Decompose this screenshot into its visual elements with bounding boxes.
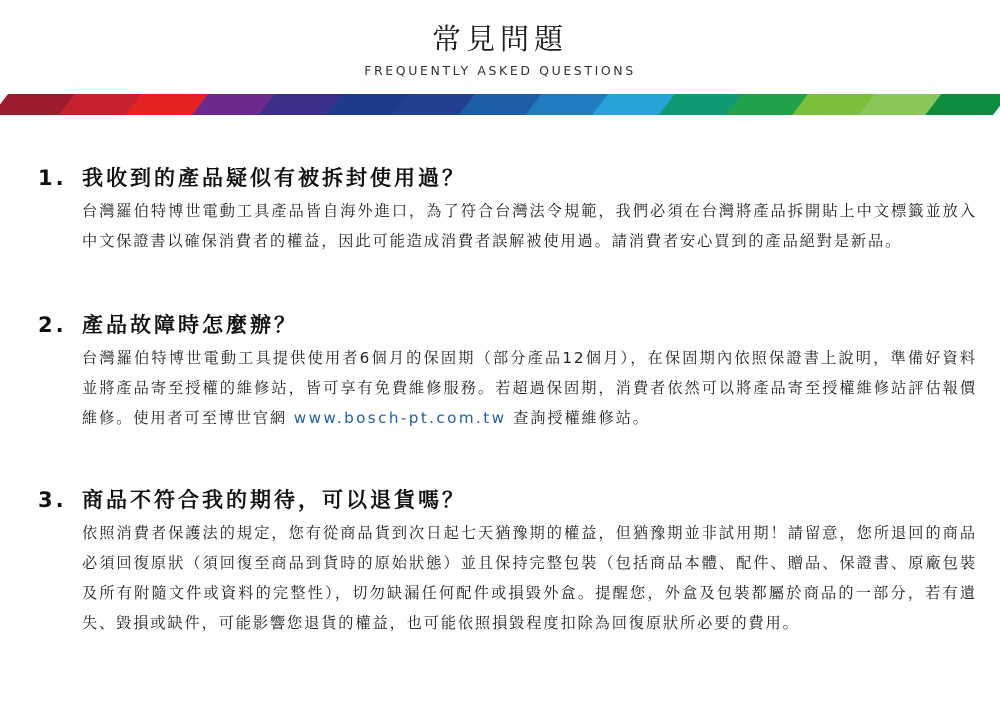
faq-question-2 [38,310,978,340]
faq-answer-2-text: 台灣羅伯特博世電動工具提供使用者6個月的保固期（部分產品12個月），在保固期內依照保證書上說明，準備好資料並將產品寄至授權的維修站，皆可享有免費維修服務。若超過保固期，消費者依然可以將產品寄至授權維修站評估報價維修。使用者可至博世官網 [82,349,977,427]
color-stripe-banner [0,94,1000,115]
faq-question-text-3: 商品不符合我的期待，可以退貨嗎？ [82,488,466,512]
faq-question-3 [38,485,978,515]
faq-number-3: 3. [38,488,67,512]
faq-item-1 [38,163,978,256]
page-header [0,0,1000,78]
page-title: 常見問題 [431,22,568,56]
faq-answer-3: 依照消費者保護法的規定，您有從商品貨到次日起七天猶豫期的權益，但猶豫期並非試用期！請留意，您所退回的商品必須回復原狀（須回復至商品到貨時的原始狀態）並且保持完整包裝（包括商品本體、配件、贈品、保證書、原廠包裝及所有附隨文件或資料的完整性），切勿缺漏任何配件或損毀外盒。提醒您，外盒及包裝都屬於商品的一部分，若有遺失、毀損或缺件，可能影響您退貨的權益，也可能依照損毀程度扣除為回復原狀所必要的費用。 [82,524,977,632]
faq-item-3 [38,485,978,638]
color-stripe-graphic [0,94,1000,115]
faq-item-2 [38,310,978,433]
faq-answer-2-text-end: 查詢授權維修站。 [506,409,650,427]
bosch-website-link[interactable]: www.bosch-pt.com.tw [293,409,507,427]
faq-answer-2 [82,343,977,433]
faq-question-1 [38,163,978,193]
faq-question-text-1: 我收到的產品疑似有被拆封使用過？ [82,166,466,190]
faq-number-2: 2. [38,313,67,337]
faq-question-text-2: 產品故障時怎麼辦？ [82,313,298,337]
page-subtitle: FREQUENTLY ASKED QUESTIONS [364,62,636,78]
faq-answer-1: 台灣羅伯特博世電動工具產品皆自海外進口，為了符合台灣法令規範，我們必須在台灣將產品拆開貼上中文標籤並放入中文保證書以確保消費者的權益，因此可能造成消費者誤解被使用過。請消費者安心買到的產品絕對是新品。 [82,202,977,250]
faq-number-1: 1. [38,166,67,190]
